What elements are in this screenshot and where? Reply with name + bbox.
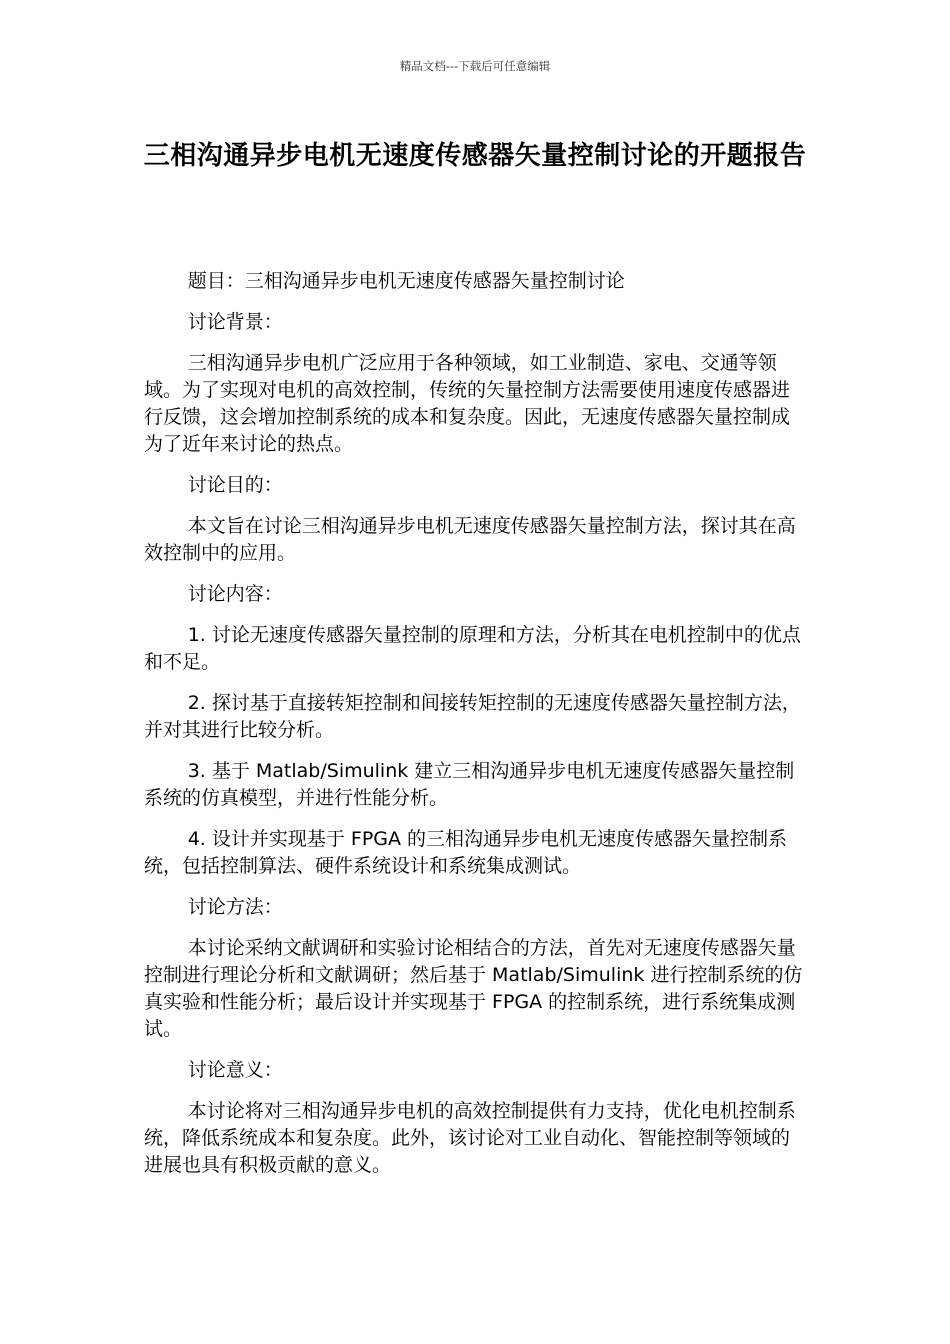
purpose-paragraph: 本文旨在讨论三相沟通异步电机无速度传感器矢量控制方法，探讨其在高效控制中的应用。 [144,515,796,564]
method-paragraph: 本讨论采纳文献调研和实验讨论相结合的方法，首先对无速度传感器矢量控制进行理论分析和文献调研；然后基于 Matlab/Simulink 进行控制系统的仿真实验和性能分析；最后设计并实现基于 FPGA 的控制系统，进行系统集成测试。 [144,937,803,1040]
section-heading-content: 讨论内容： [187,583,283,605]
document-title: 三相沟通异步电机无速度传感器矢量控制讨论的开题报告 [143,141,807,171]
page-header: 精品文档---下载后可任意编辑 [399,59,551,73]
content-item-4: 4. 设计并实现基于 FPGA 的三相沟通异步电机无速度传感器矢量控制系统，包括控制算法、硬件系统设计和系统集成测试。 [144,828,788,877]
content-item-2: 2. 探讨基于直接转矩控制和间接转矩控制的无速度传感器矢量控制方法，并对其进行比较分析。 [144,692,801,741]
topic-line: 题目：三相沟通异步电机无速度传感器矢量控制讨论 [187,270,625,292]
section-heading-purpose: 讨论目的： [187,474,283,496]
document-body [144,268,806,1193]
content-item-3: 3. 基于 Matlab/Simulink 建立三相沟通异步电机无速度传感器矢量控制系统的仿真模型，并进行性能分析。 [144,760,795,809]
section-heading-method: 讨论方法： [187,896,283,918]
content-item-1: 1. 讨论无速度传感器矢量控制的原理和方法，分析其在电机控制中的优点和不足。 [144,624,801,673]
background-paragraph: 三相沟通异步电机广泛应用于各种领域，如工业制造、家电、交通等领域。为了实现对电机的高效控制，传统的矢量控制方法需要使用速度传感器进行反馈，这会增加控制系统的成本和复杂度。因此，无速度传感器矢量控制成为了近年来讨论的热点。 [144,352,791,455]
section-heading-significance: 讨论意义： [187,1059,283,1081]
section-heading-background: 讨论背景： [187,311,283,333]
significance-paragraph: 本讨论将对三相沟通异步电机的高效控制提供有力支持，优化电机控制系统，降低系统成本和复杂度。此外，该讨论对工业自动化、智能控制等领域的进展也具有积极贡献的意义。 [144,1100,796,1176]
